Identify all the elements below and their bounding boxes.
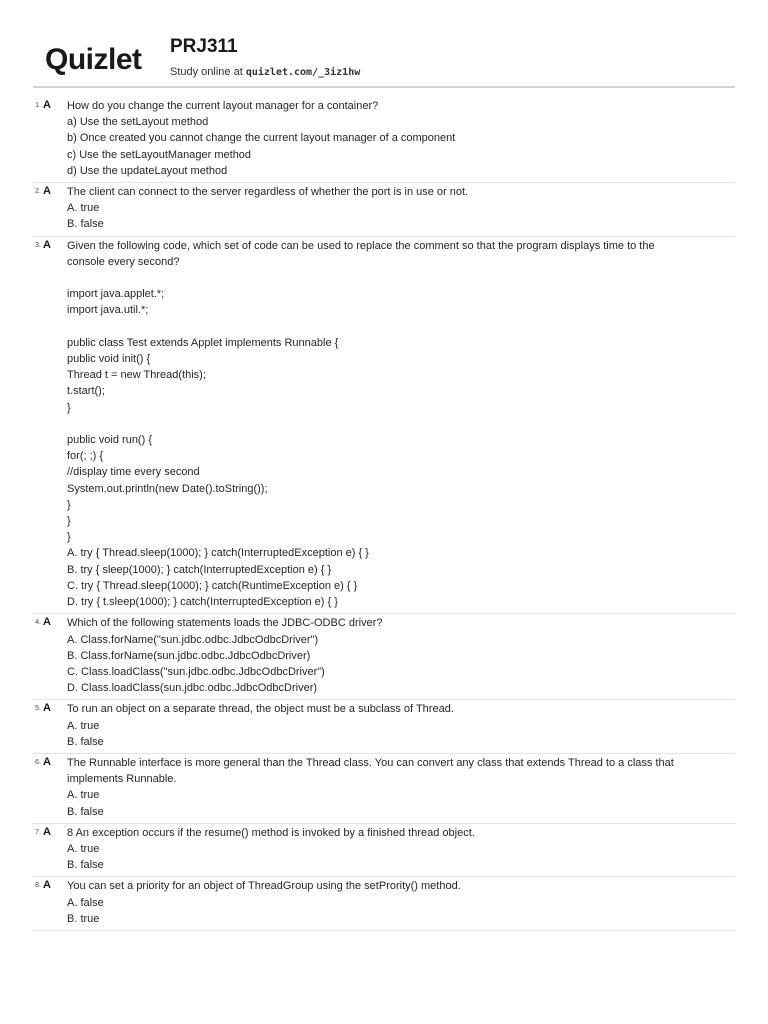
question-text: To run an object on a separate thread, the object must be a subclass of Thread. A. true B. false — [67, 703, 454, 748]
question-number: 6. — [35, 758, 41, 766]
answer-letter: A — [43, 616, 51, 629]
answer-letter: A — [43, 702, 51, 715]
question-number: 5. — [35, 705, 41, 713]
question-number: 8. — [35, 882, 41, 890]
quizlet-logo: Quizlet — [45, 43, 142, 76]
question-item-1 — [33, 97, 735, 183]
page-header — [33, 30, 735, 88]
question-item-6 — [33, 754, 735, 824]
question-text: You can set a priority for an object of ThreadGroup using the setPrority() method. A. false B. true — [67, 880, 461, 925]
answer-letter: A — [43, 185, 51, 198]
question-item-2 — [33, 183, 735, 237]
question-item-4 — [33, 614, 735, 700]
question-text: 8 An exception occurs if the resume() method is invoked by a finished thread object. A. true B. false — [67, 826, 475, 872]
answer-letter: A — [43, 879, 51, 892]
question-text: The Runnable interface is more general than the Thread class. You can convert any class that extends Thread to a class that implements Runnable. A. true B. false — [67, 756, 674, 818]
question-item-8 — [33, 877, 735, 931]
question-item-5 — [33, 700, 735, 754]
question-text: Which of the following statements loads the JDBC-ODBC driver? A. Class.forName("sun.jdbc.odbc.JdbcOdbcDriver") B. Class.forName(sun.jdbc.odbc.JdbcOdbcDriver) C. Class.loadClass("sun.jdbc.odbc.JdbcOdbcDriver") D. Class.loadClass(sun.jdbc.odbc.JdbcOdbcDriver) — [67, 617, 383, 695]
study-prefix: Study online at — [170, 66, 246, 78]
question-number: 1. — [35, 102, 41, 109]
study-online-line — [170, 66, 360, 78]
question-text: How do you change the current layout manager for a container? a) Use the setLayout method b) Once created you cannot change the current layout manager of a component c) Use the setLayoutManager method d) Use the updateLayout method — [67, 100, 456, 177]
answer-letter: A — [43, 238, 51, 251]
study-url-link[interactable]: quizlet.com/_3iz1hw — [245, 67, 361, 78]
answer-letter: A — [43, 755, 51, 768]
question-text: Given the following code, which set of code can be used to replace the comment so that the program displays time to the console every second? import java.applet.*; import java.util.*; public class Test extends Applet implements Runnable { public void init() { Thread t = new Thread(this); t.start(); } public void run() { for(; ;) { //display time every second System.out.println(new Date().toString()); } } } A. try { Thread.sleep(1000); } catch(InterruptedException e) { } B. try { sleep(1000); } catch(InterruptedException e) { } C. try { Thread.sleep(1000); } catch(RuntimeException e) { } D. try { t.sleep(1000); } catch(InterruptedException e) { } — [67, 239, 655, 609]
set-title: PRJ311 — [170, 36, 238, 57]
question-number: 7. — [35, 828, 41, 836]
question-text: The client can connect to the server regardless of whether the port is in use or not. A. true B. false — [67, 186, 469, 231]
question-number: 2. — [35, 188, 41, 196]
question-item-7 — [33, 824, 735, 878]
question-number: 3. — [35, 241, 41, 249]
answer-letter: A — [43, 99, 51, 111]
question-item-3 — [33, 237, 735, 615]
question-list — [33, 97, 735, 931]
question-number: 4. — [35, 619, 41, 627]
answer-letter: A — [43, 825, 51, 838]
